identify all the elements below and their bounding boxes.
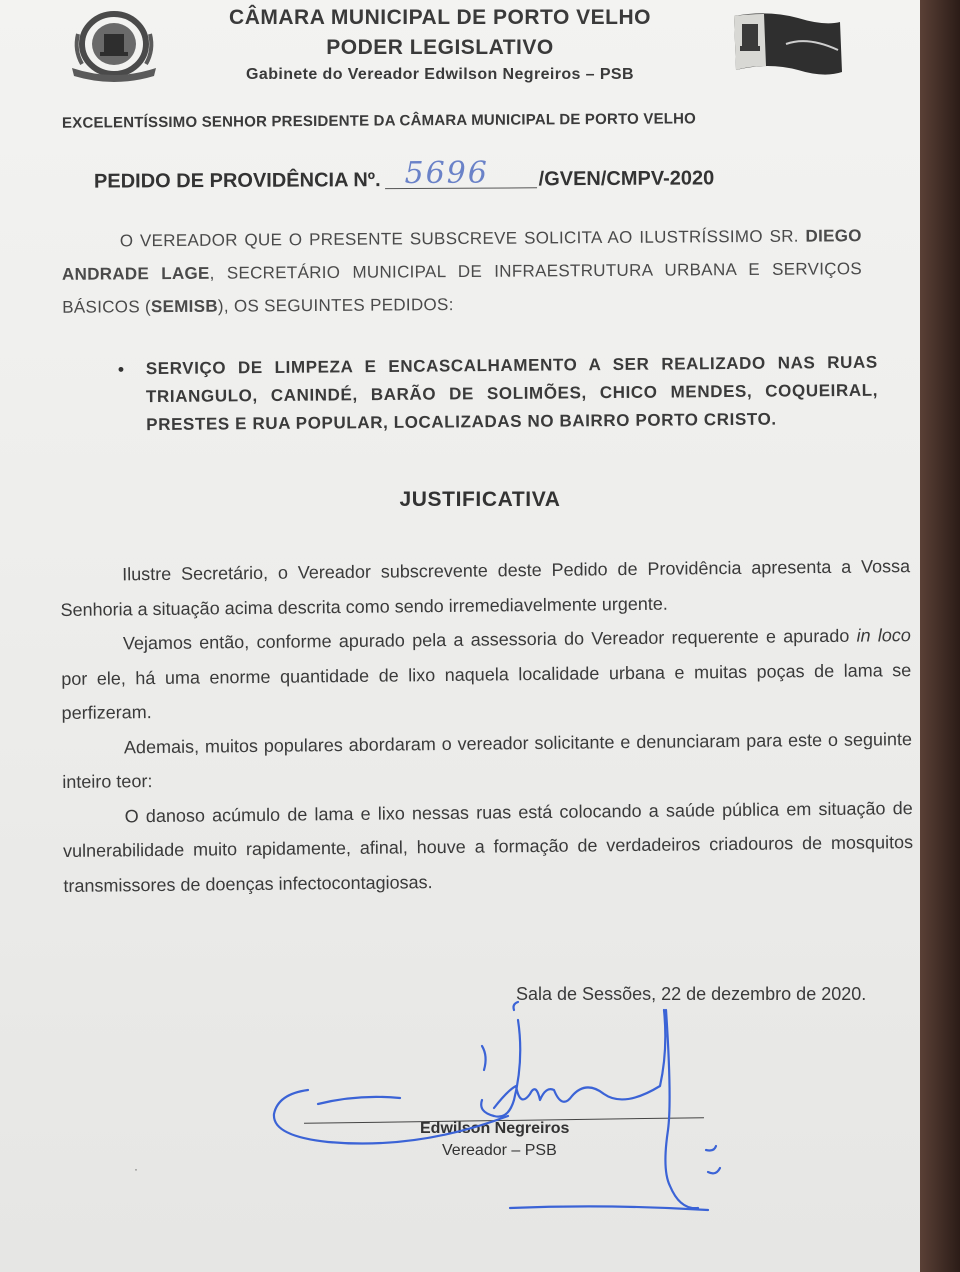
justification-paragraph-2	[61, 618, 912, 730]
municipal-seal-icon	[66, 10, 162, 82]
intro-text-1: O VEREADOR QUE O PRESENTE SUBSCREVE SOLICITA AO ILUSTRÍSSIMO SR.	[119, 226, 799, 251]
request-list	[118, 349, 879, 440]
intro-text-3: ), OS SEGUINTES PEDIDOS:	[217, 295, 454, 316]
request-prefix: PEDIDO DE PROVIDÊNCIA Nº.	[93, 169, 381, 193]
justification-paragraph-1: Ilustre Secretário, o Vereador subscrevente deste Pedido de Providência apresenta a Vossa Senhoria a situação acima descrita como sendo irremediavelmente urgente.	[60, 556, 911, 620]
justification-p2-italic: in loco	[856, 625, 911, 646]
justification-paragraph-3: Ademais, muitos populares abordaram o vereador solicitante e denunciaram para este o seguinte inteiro teor:	[62, 728, 913, 792]
request-suffix: /GVEN/CMPV-2020	[538, 167, 715, 191]
bullet-dot-icon: •	[117, 359, 125, 380]
justification-p2-part-b: por ele, há uma enorme quantidade de lixo naquela localidade urbana e muitas poças de lama se perfizeram.	[61, 659, 912, 723]
agency-acronym: SEMISB	[150, 296, 218, 317]
justification-body	[60, 549, 914, 903]
signer-role: Vereador – PSB	[442, 1142, 557, 1159]
addressee-line: EXCELENTÍSSIMO SENHOR PRESIDENTE DA CÂMARA MUNICIPAL DE PORTO VELHO	[61, 110, 697, 132]
justification-p2-part-a: Vejamos então, conforme apurado pela a assessoria do Vereador requerente e apurado	[122, 625, 857, 654]
request-number-blank	[385, 155, 537, 191]
request-number-line	[93, 155, 715, 193]
header-branch: PODER LEGISLATIVO	[326, 36, 554, 59]
handwritten-signature-icon	[268, 990, 738, 1230]
header-institution: CÂMARA MUNICIPAL DE PORTO VELHO	[229, 6, 651, 29]
request-number: 5696	[404, 155, 490, 191]
table-background-edge	[920, 0, 960, 1272]
intro-paragraph	[62, 219, 863, 324]
porto-velho-flag-icon	[728, 6, 846, 86]
signer-name: Edwilson Negreiros	[420, 1120, 570, 1137]
paper-speck: ·	[134, 1162, 138, 1176]
header-office: Gabinete do Vereador Edwilson Negreiros – PSB	[246, 66, 634, 83]
intro-text-2: , SECRETÁRIO MUNICIPAL DE INFRAESTRUTURA URBANA E SERVIÇOS BÁSICOS (	[62, 259, 863, 317]
list-item: SERVIÇO DE LIMPEZA E ENCASCALHAMENTO A SER REALIZADO NAS RUAS TRIANGULO, CANINDÉ, BARÃO DE SOLIMÕES, CHICO MENDES, COQUEIRAL, PRESTES E RUA POPULAR, LOCALIZADAS NO BAIRRO PORTO CRISTO.	[145, 352, 879, 435]
justification-title: JUSTIFICATIVA	[399, 488, 561, 511]
secretary-name: DIEGO ANDRADE LAGE	[61, 226, 862, 284]
place-date: Sala de Sessões, 22 de dezembro de 2020.	[516, 984, 867, 1004]
justification-paragraph-4: O danoso acúmulo de lama e lixo nessas ruas está colocando a saúde pública em situação de vulnerabilidade muito rapidamente, afinal, houve a formação de verdadeiros criadouros de mosquitos transmissores de doenças infectocontagiosas.	[62, 797, 914, 896]
